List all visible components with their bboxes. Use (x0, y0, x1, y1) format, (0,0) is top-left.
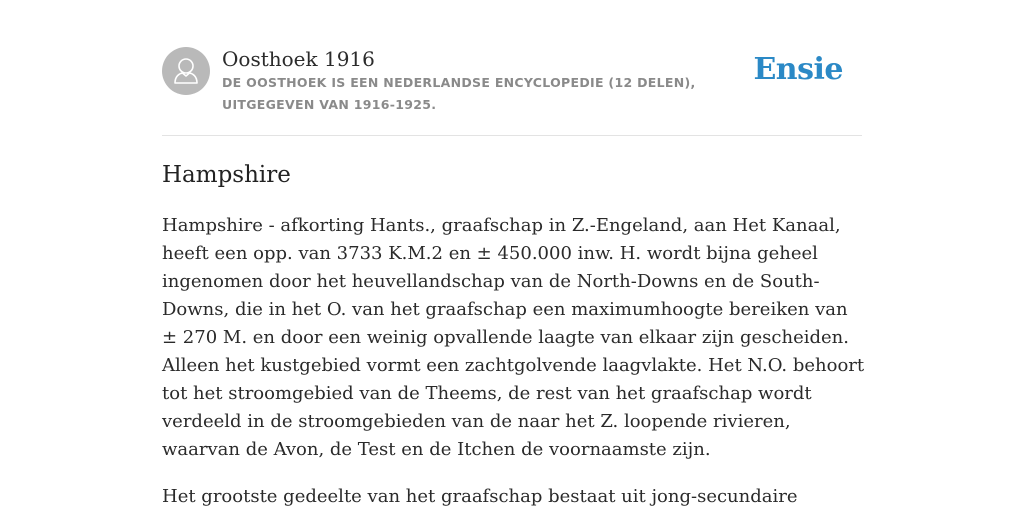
source-header (162, 46, 862, 116)
source-description: DE OOSTHOEK IS EEN NEDERLANDSE ENCYCLOPEDIE (12 DELEN), UITGEGEVEN VAN 1916-1925. (222, 75, 696, 112)
source-title[interactable]: Oosthoek 1916 (222, 47, 375, 71)
ensie-logo[interactable]: Ensie (753, 52, 843, 87)
header-divider (162, 135, 862, 136)
article-paragraph: Hampshire - afkorting Hants., graafschap in Z.-Engeland, aan Het Kanaal, heeft een opp. van 3733 K.M.2 en ± 450.000 inw. H. wordt bijna geheel ingenomen door het heuvellandschap van de North-Downs en de South-Downs, die in het O. van het graafschap een maximumhoogte bereiken van ± 270 M. en door een weinig opvallende laagte van elkaar zijn gescheiden. Alleen het kustgebied vormt een zachtgolvende laagvlakte. Het N.O. behoort tot het stroomgebied van de Theems, de rest van het graafschap wordt verdeeld in de stroomgebieden van de naar het Z. loopende rivieren, waarvan de Avon, de Test en de Itchen de voornaamste zijn. (162, 215, 865, 460)
article-paragraph: Het grootste gedeelte van het graafschap bestaat uit jong-secundaire (162, 486, 798, 507)
user-icon (162, 47, 210, 95)
article-title: Hampshire (162, 162, 291, 188)
article-body (162, 212, 866, 512)
source-avatar[interactable] (162, 47, 210, 95)
